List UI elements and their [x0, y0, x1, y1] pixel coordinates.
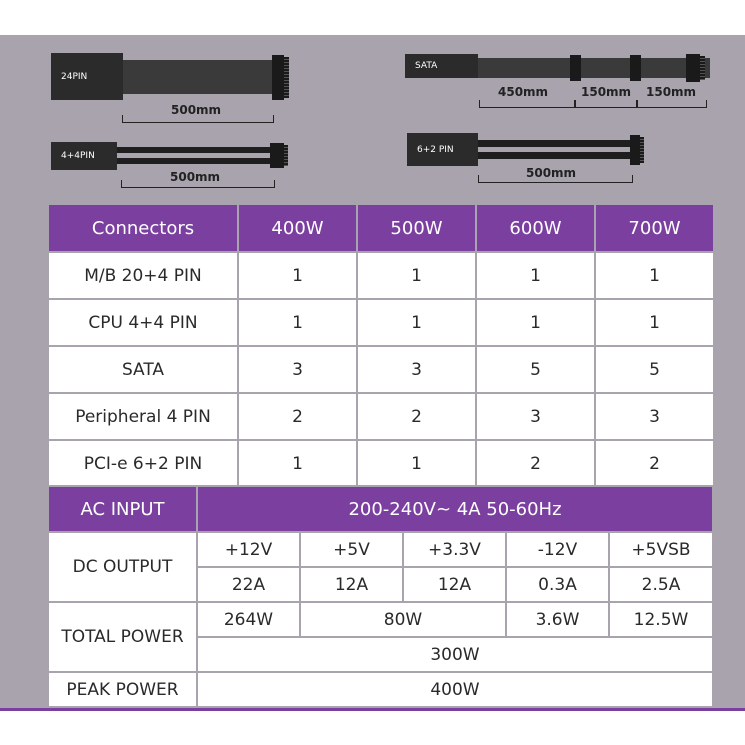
dc-output-label: DC OUTPUT	[48, 532, 197, 602]
cable-44pin-length: 500mm	[167, 170, 223, 184]
cell-value: 1	[357, 252, 476, 299]
row-label: PCI-e 6+2 PIN	[48, 440, 238, 487]
cable-44pin-connector	[270, 143, 284, 168]
cell-value: 1	[238, 252, 357, 299]
rail-power-row	[48, 602, 713, 637]
cell-value: 2	[357, 393, 476, 440]
cable-24pin-plug	[51, 53, 123, 100]
header-connectors: Connectors	[48, 204, 238, 252]
row-label: M/B 20+4 PIN	[48, 252, 238, 299]
cable-sata-connector-1	[570, 55, 581, 81]
cell-value: 1	[238, 299, 357, 346]
cell-value: 1	[595, 299, 714, 346]
cable-sata-label: SATA	[415, 61, 438, 71]
rail-neg12v: -12V	[506, 532, 609, 567]
cable-sata-connector-3	[686, 54, 700, 82]
header-500w: 500W	[357, 204, 476, 252]
cable-24pin-length: 500mm	[168, 103, 224, 117]
peak-power-label: PEAK POWER	[48, 672, 197, 707]
cable-sata-length-2: 150mm	[578, 85, 634, 99]
cable-sata-connector-2	[630, 55, 641, 81]
header-600w: 600W	[476, 204, 595, 252]
row-label: CPU 4+4 PIN	[48, 299, 238, 346]
cable-44pin-wire-top	[117, 147, 270, 153]
cable-62pin-wire-top	[478, 140, 630, 147]
cable-44pin-plug	[51, 142, 117, 170]
total-power-label: TOTAL POWER	[48, 602, 197, 672]
cell-value: 1	[357, 440, 476, 487]
header-700w: 700W	[595, 204, 714, 252]
peak-power-value: 400W	[197, 672, 713, 707]
rail-5vsb: +5VSB	[609, 532, 713, 567]
rail-3v3: +3.3V	[403, 532, 506, 567]
cable-sata-body	[478, 58, 710, 78]
cell-value: 2	[595, 440, 714, 487]
rail-12v: +12V	[197, 532, 300, 567]
table-row	[48, 299, 714, 346]
cable-24pin-label: 24PIN	[61, 71, 88, 82]
cell-value: 5	[476, 346, 595, 393]
cell-value: 1	[476, 252, 595, 299]
cable-24pin-body	[123, 60, 273, 94]
ac-input-label: AC INPUT	[48, 486, 197, 532]
table-row	[48, 393, 714, 440]
cable-62pin-wire-bottom	[478, 152, 630, 159]
current-neg12v: 0.3A	[506, 567, 609, 602]
connectors-header-row	[48, 204, 714, 252]
table-row	[48, 346, 714, 393]
cell-value: 3	[476, 393, 595, 440]
cell-value: 2	[476, 440, 595, 487]
cable-62pin-label: 6+2 PIN	[417, 144, 454, 155]
header-400w: 400W	[238, 204, 357, 252]
current-5vsb: 2.5A	[609, 567, 713, 602]
cable-62pin-connector	[630, 135, 640, 165]
total-power-value: 300W	[197, 637, 713, 672]
cell-value: 3	[357, 346, 476, 393]
cell-value: 1	[476, 299, 595, 346]
cable-24pin-connector	[272, 55, 284, 100]
cell-value: 2	[238, 393, 357, 440]
cable-44pin-pins	[284, 145, 288, 166]
cable-sata-dimension-2	[575, 100, 637, 108]
cable-sata-length-3: 150mm	[643, 85, 699, 99]
current-5v: 12A	[300, 567, 403, 602]
current-12v: 22A	[197, 567, 300, 602]
current-3v3: 12A	[403, 567, 506, 602]
cell-value: 3	[238, 346, 357, 393]
cable-44pin-wire-bottom	[117, 158, 270, 164]
power-5vsb: 12.5W	[609, 602, 713, 637]
connectors-table	[47, 203, 715, 488]
cell-value: 1	[357, 299, 476, 346]
cable-sata-plug	[405, 54, 478, 78]
bottom-accent-line	[0, 708, 745, 711]
power-5v-3v3: 80W	[300, 602, 506, 637]
cable-62pin-pins	[640, 137, 644, 163]
ac-input-value: 200-240V~ 4A 50-60Hz	[197, 486, 713, 532]
cell-value: 1	[595, 252, 714, 299]
row-label: Peripheral 4 PIN	[48, 393, 238, 440]
power-table	[47, 485, 714, 708]
rail-5v: +5V	[300, 532, 403, 567]
cell-value: 3	[595, 393, 714, 440]
cable-24pin-pins	[284, 57, 289, 98]
peak-power-row	[48, 672, 713, 707]
row-label: SATA	[48, 346, 238, 393]
cable-62pin-plug	[407, 133, 478, 166]
cable-sata-length-1: 450mm	[495, 85, 551, 99]
cell-value: 1	[238, 440, 357, 487]
power-neg12v: 3.6W	[506, 602, 609, 637]
cable-sata-dimension-3	[637, 100, 707, 108]
cable-62pin-length: 500mm	[523, 166, 579, 180]
table-row	[48, 252, 714, 299]
cable-sata-dimension-1	[479, 100, 575, 108]
cable-44pin-label: 4+4PIN	[61, 151, 95, 161]
power-12v: 264W	[197, 602, 300, 637]
cell-value: 5	[595, 346, 714, 393]
table-row	[48, 440, 714, 487]
dc-rails-row	[48, 532, 713, 567]
cable-sata-pins	[700, 56, 705, 80]
ac-input-row	[48, 486, 713, 532]
